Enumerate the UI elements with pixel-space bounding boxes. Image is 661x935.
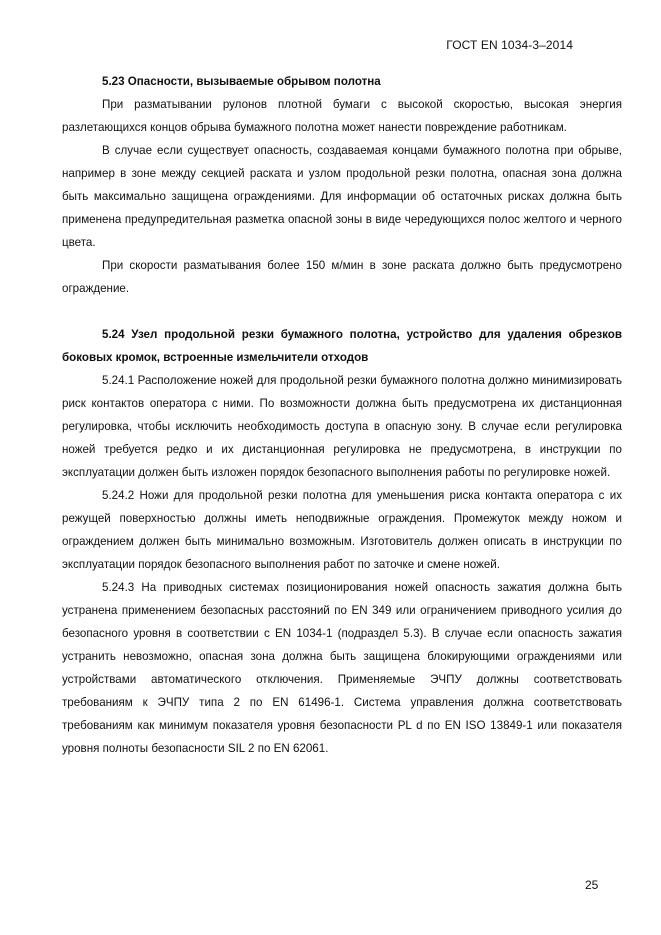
page-number: 25: [585, 878, 599, 892]
document-id-header: ГОСТ EN 1034-3–2014: [446, 38, 573, 52]
document-body: [62, 70, 622, 760]
section-spacer: [62, 300, 622, 323]
section-5-23-paragraph-2: В случае если существует опасность, создаваемая концами бумажного полотна при обрыве, например в зоне между секцией раската и узлом продольной резки полотна, опасная зона должна быть максимально защищена ограждениями. Для информации об остаточных рисках должна быть применена предупредительная разметка опасной зоны в виде чередующихся полос желтого и черного цвета.: [62, 144, 622, 249]
section-5-24-heading: 5.24 Узел продольной резки бумажного полотна, устройство для удаления обрезков боковых кромок, встроенные измельчители отходов: [62, 328, 622, 364]
section-5-24-3-paragraph: 5.24.3 На приводных системах позиционирования ножей опасность зажатия должна быть устранена применением безопасных расстояний по EN 349 или ограничением приводного усилия до безопасного уровня в соответствии с EN 1034-1 (подраздел 5.3). В случае если опасность зажатия устранить невозможно, опасная зона должна быть защищена блокирующими ограждениями или устройствами автоматического отключения. Применяемые ЭЧПУ должны соответствовать требованиям к ЭЧПУ типа 2 по EN 61496-1. Система управления должна соответствовать требованиям как минимум показателя уровня безопасности PL d по EN ISO 13849-1 или показателя уровня полноты безопасности SIL 2 по EN 62061.: [62, 581, 622, 755]
section-5-23-paragraph-1: При разматывании рулонов плотной бумаги с высокой скоростью, высокая энергия разлетающихся концов обрыва бумажного полотна может нанести повреждение работникам.: [62, 98, 622, 134]
section-5-24-2-paragraph: 5.24.2 Ножи для продольной резки полотна для уменьшения риска контакта оператора с их режущей поверхностью должны иметь неподвижные ограждения. Промежуток между ножом и ограждением должен быть минимально возможным. Изготовитель должен описать в инструкции по эксплуатации порядок безопасного выполнения работ по заточке и смене ножей.: [62, 489, 622, 571]
section-5-23-paragraph-3: При скорости разматывания более 150 м/мин в зоне раската должно быть предусмотрено ограждение.: [62, 259, 622, 295]
section-5-23-heading: 5.23 Опасности, вызываемые обрывом полотна: [102, 75, 381, 88]
section-5-24-1-paragraph: 5.24.1 Расположение ножей для продольной резки бумажного полотна должно минимизировать риск контактов оператора с ними. По возможности должна быть предусмотрена их дистанционная регулировка, чтобы исключить необходимость доступа в опасную зону. В случае если регулировка ножей требуется редко и их дистанционная регулировка не предусмотрена, в инструкции по эксплуатации должен быть изложен порядок безопасного выполнения работы по регулировке ножей.: [62, 374, 622, 479]
